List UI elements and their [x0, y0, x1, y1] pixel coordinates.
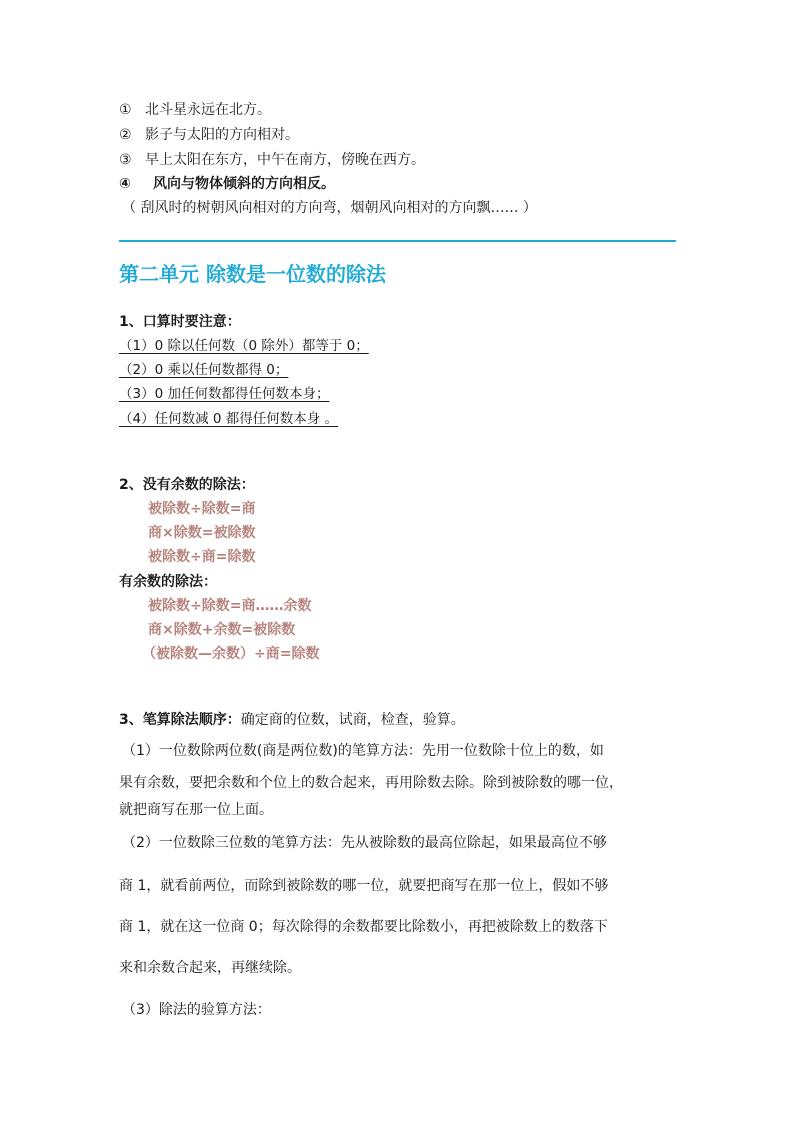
- written-heading-label: 3、笔算除法顺序：: [119, 712, 241, 728]
- method-1-line-1: （1）一位数除两位数(商是两位数)的笔算方法：先用一位数除十位上的数，如: [122, 743, 604, 759]
- no-remainder-heading: 2、没有余数的除法：: [119, 477, 255, 493]
- method-2-line-3: 商 1，就在这一位商 0；每次除得的余数都要比除数小，再把被除数上的数落下: [119, 919, 608, 935]
- method-2-line-4: 来和余数合起来，再继续除。: [119, 960, 301, 976]
- section-divider: [119, 240, 676, 242]
- formula-no-remainder-1: 被除数÷除数=商: [148, 501, 256, 517]
- formula-remainder-1: 被除数÷除数=商……余数: [148, 598, 312, 614]
- written-heading: [119, 711, 465, 729]
- written-heading-steps: 确定商的位数，试商，检查，验算。: [240, 712, 465, 728]
- method-2-line-1: （2）一位数除三位数的笔算方法：先从被除数的最高位除起，如果最高位不够: [122, 835, 607, 851]
- fact-4-number: ④: [119, 176, 131, 192]
- method-1-line-2: 果有余数，要把余数和个位上的数合起来，再用除数去除。除到被除数的哪一位，: [119, 775, 623, 791]
- fact-2: [119, 126, 299, 144]
- oral-rule-2: （2）0 乘以任何数都得 0；: [119, 362, 289, 378]
- fact-2-text: 影子与太阳的方向相对。: [145, 127, 299, 143]
- fact-note: （ 刮风时的树朝风向相对的方向弯，烟朝风向相对的方向飘…… ）: [122, 200, 537, 216]
- fact-3-text: 早上太阳在东方，中午在南方，傍晚在西方。: [145, 152, 425, 168]
- fact-1-text: 北斗星永远在北方。: [145, 102, 271, 118]
- oral-rule-3: （3）0 加任何数都得任何数本身；: [119, 386, 330, 402]
- fact-1-number: ①: [119, 102, 132, 118]
- section-title: 第二单元 除数是一位数的除法: [119, 262, 386, 286]
- oral-heading: 1、口算时要注意：: [119, 314, 241, 330]
- oral-rule-1: （1）0 除以任何数（0 除外）都等于 0；: [119, 338, 369, 354]
- fact-4-text: 风向与物体倾斜的方向相反。: [153, 176, 335, 192]
- formula-no-remainder-2: 商×除数=被除数: [148, 525, 256, 541]
- fact-4: [119, 175, 335, 193]
- method-2-line-2: 商 1，就看前两位，而除到被除数的哪一位，就要把商写在那一位上，假如不够: [119, 878, 609, 894]
- remainder-heading: 有余数的除法：: [119, 574, 217, 590]
- fact-2-number: ②: [119, 127, 132, 143]
- formula-remainder-3: （被除数—余数）÷商=除数: [142, 646, 320, 662]
- formula-no-remainder-3: 被除数÷商=除数: [148, 549, 256, 565]
- oral-rule-4: （4）任何数减 0 都得任何数本身 。: [119, 411, 339, 427]
- formula-remainder-2: 商×除数+余数=被除数: [148, 622, 296, 638]
- fact-1: [119, 101, 271, 119]
- fact-3-number: ③: [119, 152, 132, 168]
- fact-3: [119, 151, 425, 169]
- method-1-line-3: 就把商写在那一位上面。: [119, 802, 273, 818]
- method-3-line-1: （3）除法的验算方法：: [122, 1002, 271, 1018]
